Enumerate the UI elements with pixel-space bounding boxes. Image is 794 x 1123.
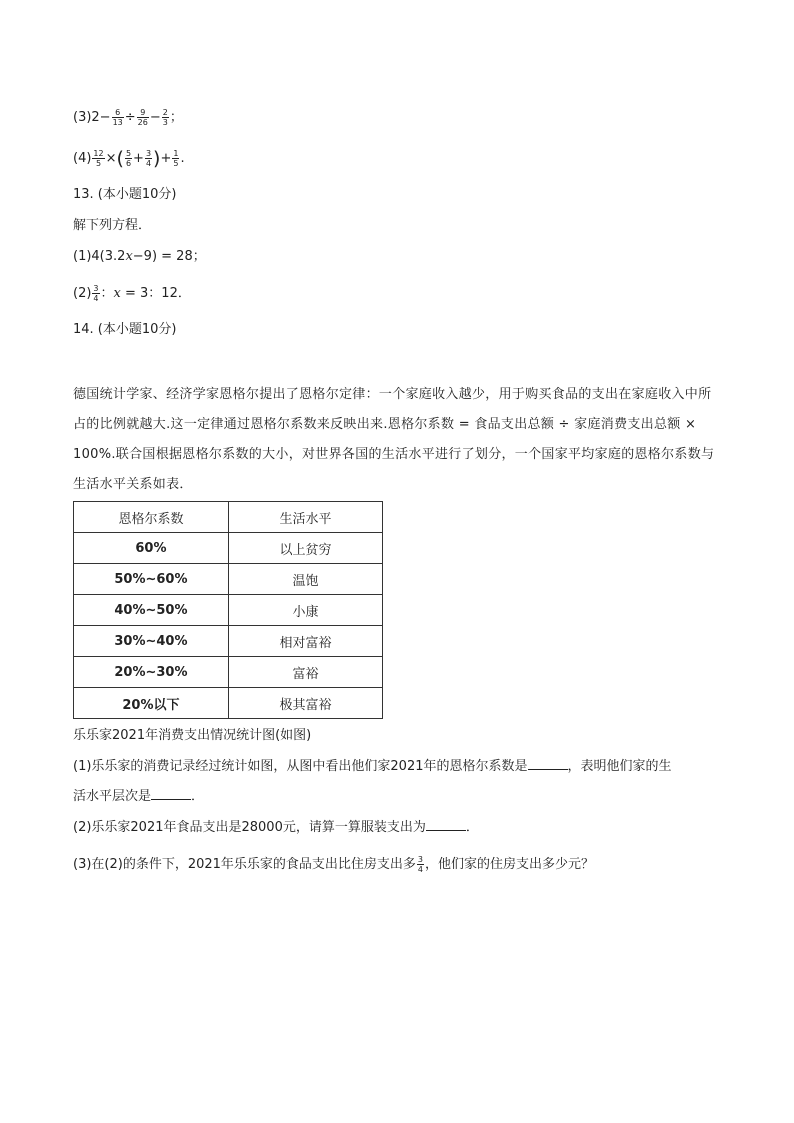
q14-sub3-suffix: ，他们家的住房支出多少元？	[425, 857, 595, 872]
table-cell: 相对富裕	[228, 626, 382, 657]
chart-caption: 乐乐家2021年消费支出情况统计图(如图)	[73, 728, 312, 743]
numerator: 9	[137, 108, 149, 118]
table-cell: 温饱	[228, 564, 382, 595]
q14-sub1-line2-end: ．	[191, 789, 205, 804]
denominator: 3	[162, 118, 168, 127]
q13-part1-suffix: −9) = 28；	[132, 249, 206, 264]
table-cell: 极其富裕	[228, 688, 382, 719]
q14-sub1-line2	[73, 787, 204, 806]
numerator: 1	[173, 149, 179, 158]
q13-part1-prefix: (1)4(3.2	[73, 249, 126, 264]
denominator: 4	[417, 865, 424, 874]
fraction	[162, 108, 169, 127]
table-header-row	[74, 502, 383, 533]
fraction	[92, 284, 99, 303]
q14-sub1-text: (1)乐乐家的消费记录经过统计如图，从图中看出他们家2021年的恩格尔系数是	[73, 759, 528, 774]
answer-blank[interactable]	[151, 787, 191, 800]
variable-x: x	[125, 249, 133, 264]
denominator: 4	[145, 159, 152, 168]
q13-part2-suffix: = 3：12．	[120, 286, 191, 301]
fraction	[112, 108, 124, 127]
q12-part4-suffix: .	[180, 151, 185, 166]
table-row	[74, 533, 383, 564]
q14-sub3-text: (3)在(2)的条件下，2021年乐乐家的食品支出比住房支出多	[73, 857, 416, 872]
q14-sub2-end: ．	[465, 820, 479, 835]
table-cell: 富裕	[228, 657, 382, 688]
numerator: 3	[145, 149, 152, 158]
table-row	[74, 564, 383, 595]
answer-blank[interactable]	[528, 757, 568, 770]
numerator: 12	[93, 149, 104, 158]
table-cell: 20%∼30%	[74, 657, 229, 688]
denominator: 4	[93, 294, 99, 303]
numerator: 3	[93, 284, 99, 293]
numerator: 3	[417, 855, 424, 864]
q12-part3-prefix: (3)2−	[73, 110, 111, 125]
q13-part2-equation	[73, 284, 191, 303]
operator: −	[149, 110, 161, 125]
variable-x: x	[113, 286, 121, 301]
fraction	[125, 149, 132, 168]
q14-sub1-line2-text: 活水平层次是	[73, 789, 152, 804]
right-paren: )	[153, 147, 161, 170]
numerator: 6	[112, 108, 124, 118]
q12-part3-expression	[73, 108, 183, 127]
table-row	[74, 626, 383, 657]
operator: ÷	[124, 110, 136, 125]
q12-part4-expression	[73, 149, 185, 168]
fraction	[172, 149, 179, 168]
left-paren: (	[116, 147, 124, 170]
table-cell: 40%∼50%	[74, 595, 229, 626]
engel-coefficient-table	[73, 501, 383, 719]
table-cell: 50%∼60%	[74, 564, 229, 595]
table-cell: 20%以下	[74, 688, 229, 719]
table-cell: 60%	[74, 533, 229, 564]
fraction	[92, 149, 104, 168]
table-row	[74, 688, 383, 719]
answer-blank[interactable]	[426, 818, 466, 831]
q14-heading: 14. (本小题10分)	[73, 322, 177, 337]
q14-sub1-line1	[73, 757, 672, 776]
operator: +	[133, 151, 144, 166]
table-cell: 以上贫穷	[228, 533, 382, 564]
denominator: 5	[173, 159, 179, 168]
q12-part4-prefix: (4)	[73, 151, 92, 166]
q14-sub2	[73, 818, 479, 837]
q13-part1-equation	[73, 248, 206, 266]
table-cell: 30%∼40%	[74, 626, 229, 657]
q13-instruction: 解下列方程．	[73, 218, 152, 233]
fraction	[137, 108, 149, 127]
q14-paragraph: 德国统计学家、经济学家恩格尔提出了恩格尔定律：一个家庭收入越少，用于购买食品的支出在家庭收入中所占的比例就越大.这一定律通过恩格尔系数来反映出来.恩格尔系数 = 食品支出总额 ÷ 家庭消费支出总额 × 100%.联合国根据恩格尔系数的大小，对世界各国的生活水平进行了划分，一个国家平均家庭的恩格尔系数与生活水平关系如表．	[73, 387, 715, 492]
q14-sub2-text: (2)乐乐家2021年食品支出是28000元，请算一算服装支出为	[73, 820, 426, 835]
q12-part3-suffix: ；	[169, 110, 183, 125]
denominator: 26	[137, 118, 148, 127]
fraction	[417, 855, 424, 874]
q13-heading: 13. (本小题10分)	[73, 187, 177, 202]
q14-sub3	[73, 855, 594, 874]
table-row	[74, 595, 383, 626]
q13-part2-prefix: (2)	[73, 286, 92, 301]
denominator: 5	[95, 159, 102, 168]
table-header-cell: 生活水平	[228, 502, 382, 533]
denominator: 13	[112, 118, 123, 127]
denominator: 6	[125, 159, 132, 168]
fraction	[145, 149, 152, 168]
ratio-colon: ：	[100, 286, 114, 301]
table-cell: 小康	[228, 595, 382, 626]
operator: +	[160, 151, 172, 166]
table-row	[74, 657, 383, 688]
table-header-cell: 恩格尔系数	[74, 502, 229, 533]
numerator: 5	[125, 149, 132, 158]
q14-sub1-text-end: ，表明他们家的生	[567, 759, 672, 774]
operator: ×	[105, 151, 117, 166]
numerator: 2	[162, 108, 168, 117]
